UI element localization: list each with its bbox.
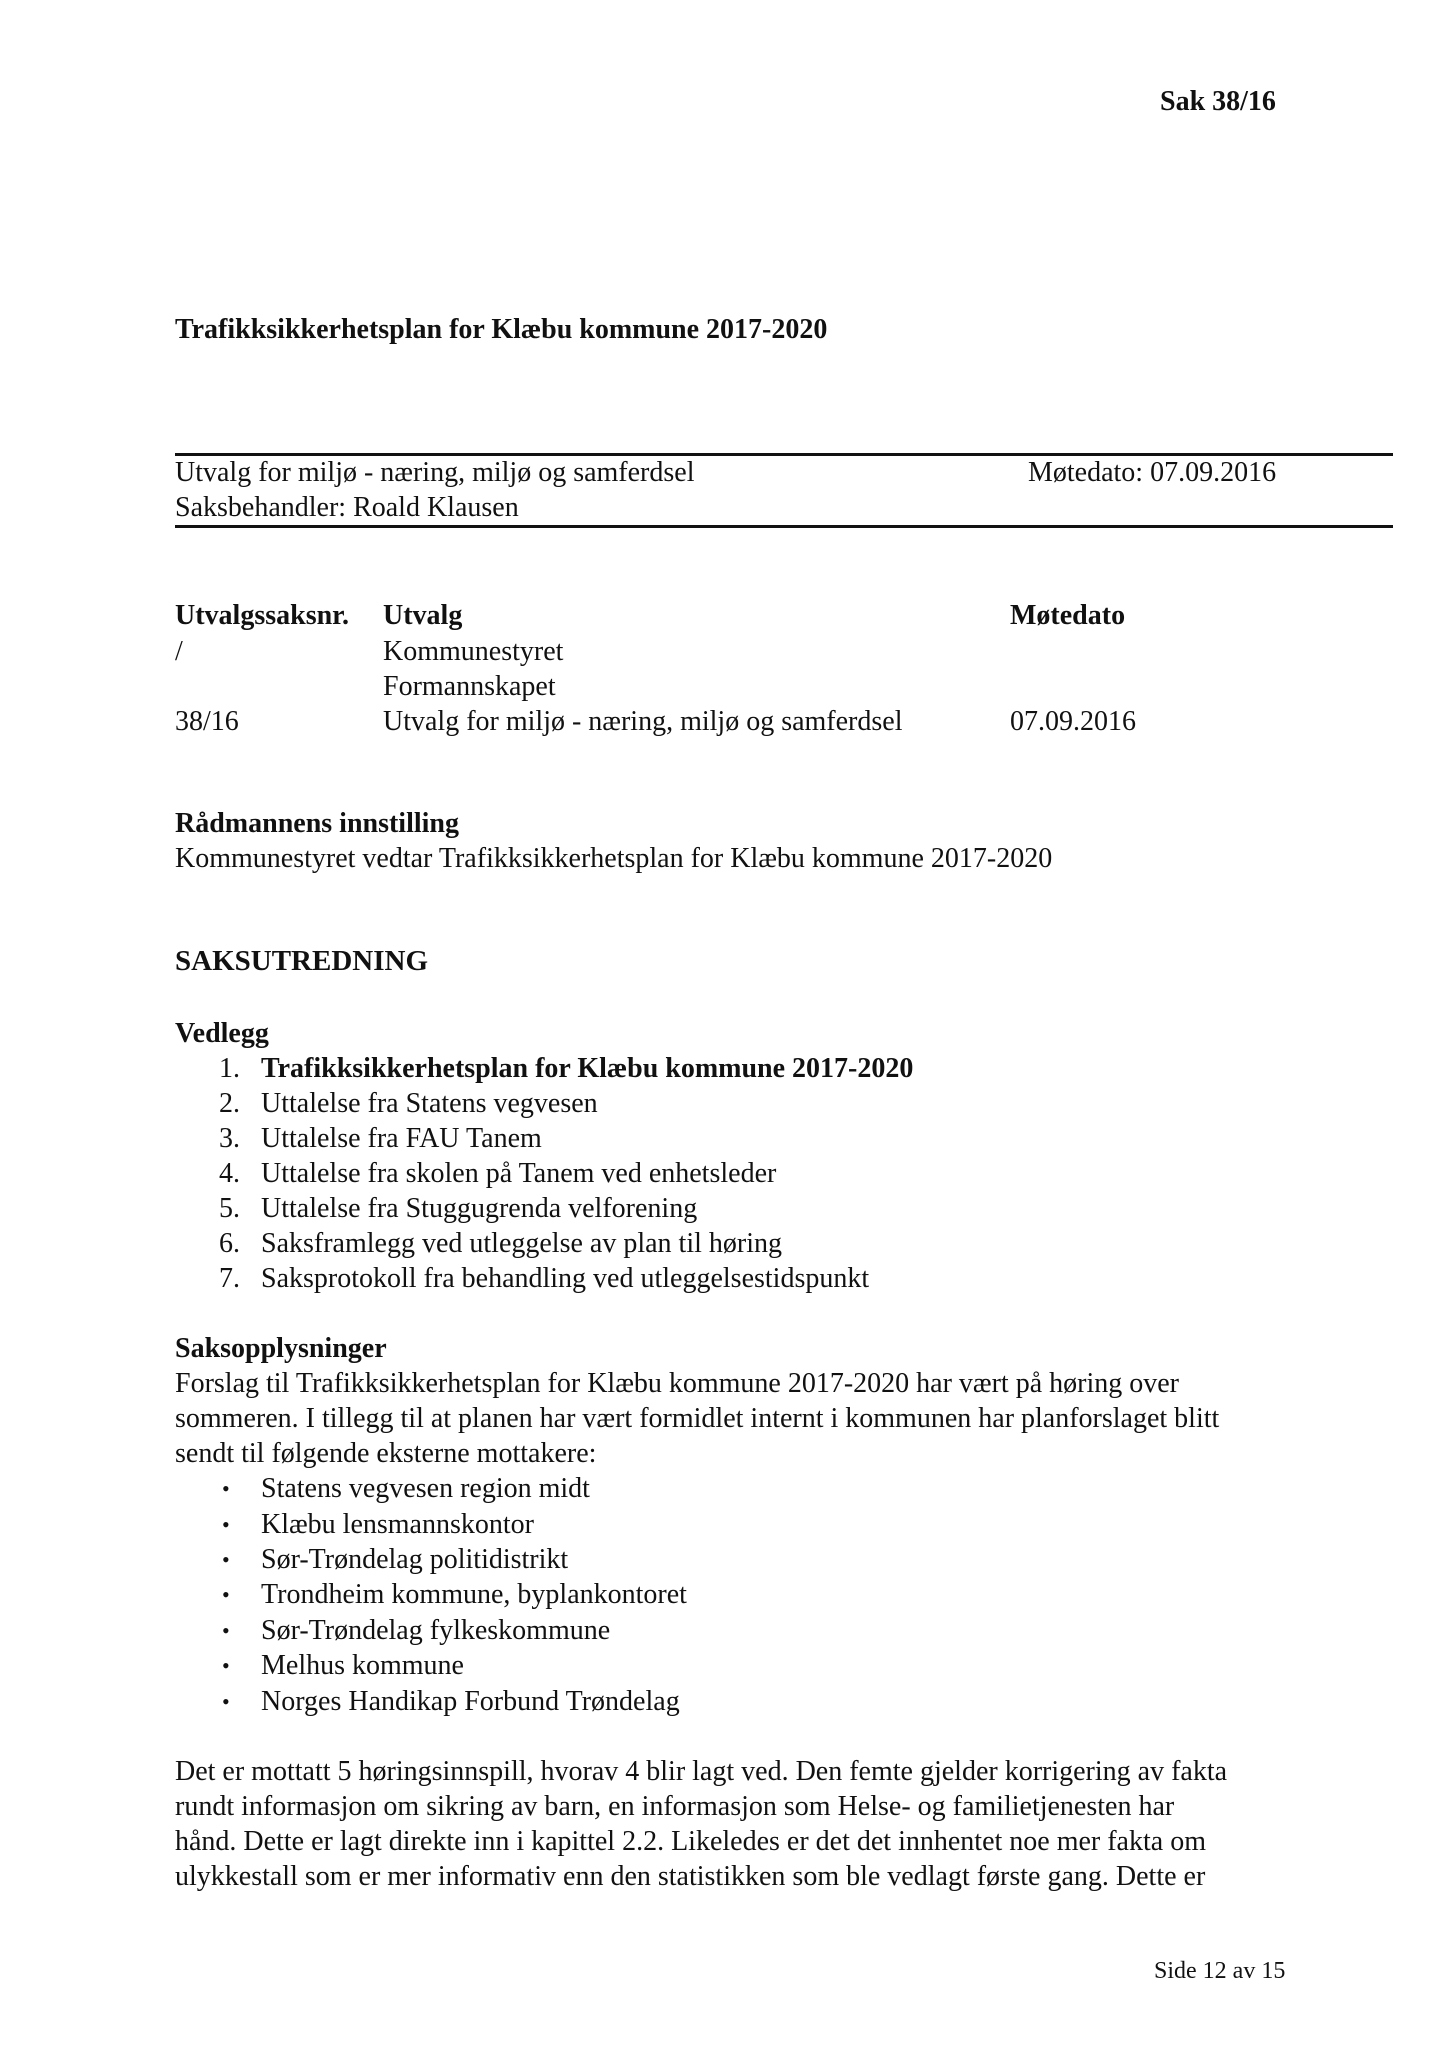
list-item: Uttalelse fra FAU Tanem [261, 1123, 542, 1154]
bullet-icon: • [222, 1512, 230, 1537]
table-header-committee: Utvalg [383, 600, 463, 631]
table-cell: 38/16 [175, 706, 239, 737]
paragraph-line: rundt informasjon om sikring av barn, en informasjon som Helse- og familietjenesten har [175, 1791, 1175, 1822]
case-number: Sak 38/16 [1160, 86, 1276, 117]
list-item-number: 6. [219, 1228, 240, 1259]
recommendation-heading: Rådmannens innstilling [175, 808, 459, 839]
table-header-meeting-date: Møtedato [1010, 600, 1126, 631]
bullet-icon: • [222, 1547, 230, 1572]
table-cell: Utvalg for miljø - næring, miljø og samferdsel [383, 706, 903, 737]
case-info-heading: Saksopplysninger [175, 1333, 387, 1364]
list-item: Uttalelse fra Statens vegvesen [261, 1088, 598, 1119]
list-item: Norges Handikap Forbund Trøndelag [261, 1686, 680, 1717]
bullet-icon: • [222, 1582, 230, 1607]
paragraph-line: Forslag til Trafikksikkerhetsplan for Klæbu kommune 2017-2020 har vært på høring over [175, 1368, 1179, 1399]
list-item-number: 5. [219, 1193, 240, 1224]
list-item: Sør-Trøndelag politidistrikt [261, 1544, 569, 1575]
list-item: Sør-Trøndelag fylkeskommune [261, 1615, 611, 1646]
bullet-icon: • [222, 1653, 230, 1678]
list-item-number: 2. [219, 1088, 240, 1119]
table-cell: Kommunestyret [383, 636, 564, 667]
document-title: Trafikksikkerhetsplan for Klæbu kommune 2017-2020 [175, 314, 828, 345]
list-item-number: 3. [219, 1123, 240, 1154]
table-header-case-no: Utvalgssaksnr. [175, 600, 350, 631]
paragraph-line: ulykkestall som er mer informativ enn den statistikken som ble vedlagt første gang. Dette er [175, 1861, 1206, 1892]
recommendation-text: Kommunestyret vedtar Trafikksikkerhetsplan for Klæbu kommune 2017-2020 [175, 843, 1053, 874]
paragraph-line: sommeren. I tillegg til at planen har vært formidlet internt i kommunen har planforslaget blitt [175, 1403, 1220, 1434]
page-number: Side 12 av 15 [1154, 1958, 1286, 1984]
list-item: Saksprotokoll fra behandling ved utleggelsestidspunkt [261, 1263, 870, 1294]
meeting-date: Møtedato: 07.09.2016 [1028, 457, 1277, 488]
attachments-heading: Vedlegg [175, 1018, 269, 1049]
bottom-divider [175, 525, 1393, 528]
committee-name: Utvalg for miljø - næring, miljø og samferdsel [175, 457, 695, 488]
table-cell: Formannskapet [383, 671, 556, 702]
list-item: Uttalelse fra skolen på Tanem ved enhetsleder [261, 1158, 777, 1189]
list-item: Saksframlegg ved utleggelse av plan til høring [261, 1228, 782, 1259]
table-cell: 07.09.2016 [1010, 706, 1136, 737]
list-item: Trafikksikkerhetsplan for Klæbu kommune 2017-2020 [261, 1053, 914, 1084]
table-cell: / [175, 636, 183, 667]
saksutredning-heading: SAKSUTREDNING [175, 945, 428, 977]
list-item: Melhus kommune [261, 1650, 464, 1681]
case-handler: Saksbehandler: Roald Klausen [175, 492, 519, 523]
list-item-number: 4. [219, 1158, 240, 1189]
list-item: Klæbu lensmannskontor [261, 1509, 534, 1540]
bullet-icon: • [222, 1618, 230, 1643]
bullet-icon: • [222, 1689, 230, 1714]
paragraph-line: hånd. Dette er lagt direkte inn i kapittel 2.2. Likeledes er det det innhentet noe mer fakta om [175, 1826, 1206, 1857]
list-item: Trondheim kommune, byplankontoret [261, 1579, 687, 1610]
paragraph-line: sendt til følgende eksterne mottakere: [175, 1438, 597, 1469]
list-item: Statens vegvesen region midt [261, 1473, 590, 1504]
bullet-icon: • [222, 1476, 230, 1501]
list-item: Uttalelse fra Stuggugrenda velforening [261, 1193, 698, 1224]
list-item-number: 1. [219, 1053, 240, 1084]
paragraph-line: Det er mottatt 5 høringsinnspill, hvorav 4 blir lagt ved. Den femte gjelder korrigering av fakta [175, 1756, 1228, 1787]
list-item-number: 7. [219, 1263, 240, 1294]
